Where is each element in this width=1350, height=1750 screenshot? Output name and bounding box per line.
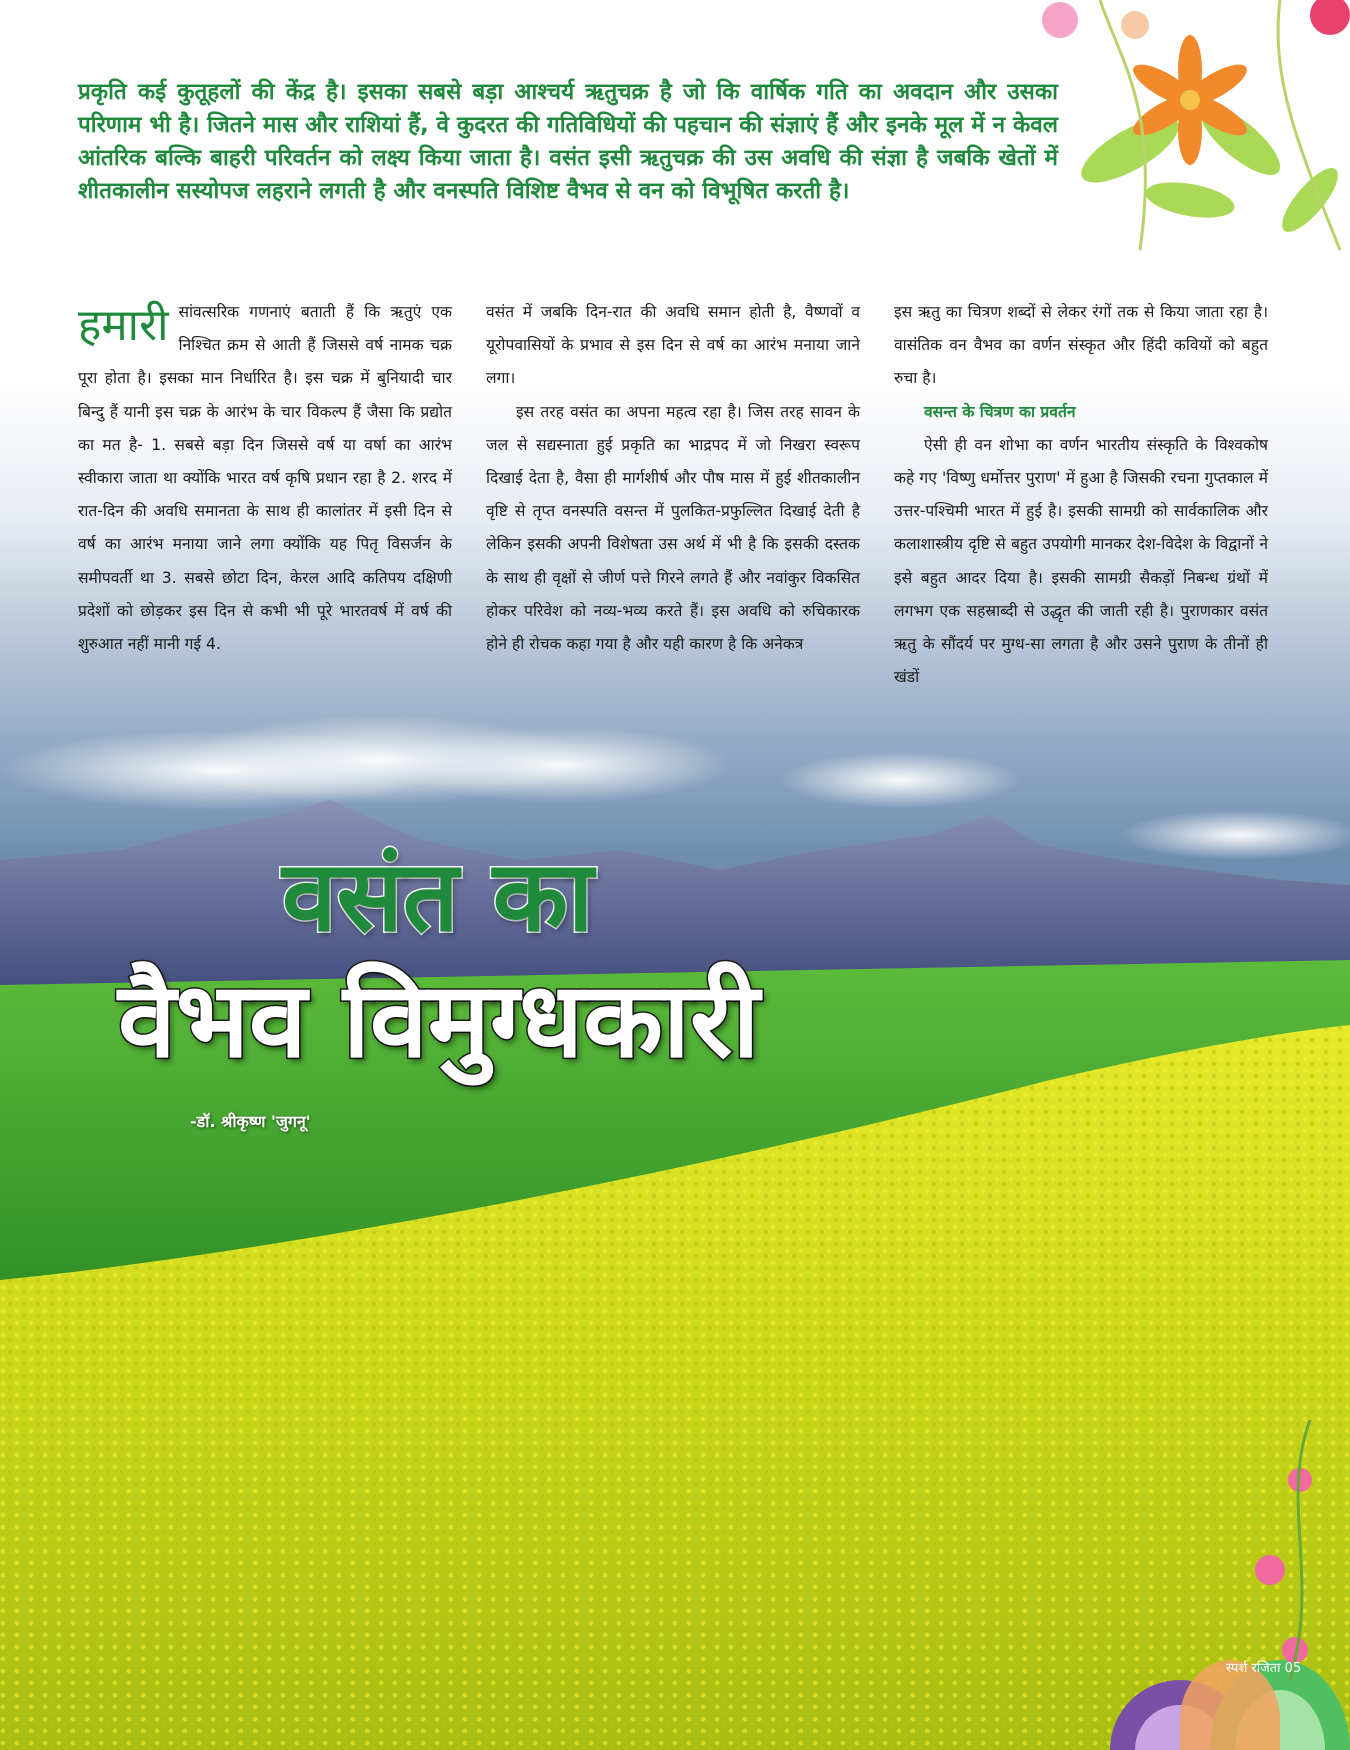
column-1-text: सांवत्सरिक गणनाएं बताती हैं कि ऋतुएं एक निश्चित क्रम से आती हैं जिससे वर्ष नामक चक्र पूरा होता है। इसका मान निर्धारित है। इस चक्र में बुनियादी चार बिन्दु हैं यानी इस चक्र के आरंभ के चार विकल्प हैं जैसा कि प्रद्योत का मत है- 1. सबसे बड़ा दिन जिससे वर्ष या वर्षा का आरंभ स्वीकारा जाता था क्योंकि भारत वर्ष कृषि प्रधान रहा है 2. शरद में रात-दिन की अवधि समानता के साथ ही कालांतर में इसी दिन से वर्ष का आरंभ मनाया जाने लगा क्योंकि यह पितृ विसर्जन के समीपवर्ती था 3. सबसे छोटा दिन, केरल आदि कतिपय दक्षिणी प्रदेशों को छोड़कर इस दिन से कभी भी पूरे भारतवर्ष में वर्ष की शुरुआत नहीं मानी गई 4. bbox=[78, 303, 452, 654]
column-3-paragraph-2: ऐसी ही वन शोभा का वर्णन भारतीय संस्कृति के विश्वकोष कहे गए 'विष्णु धर्मोत्तर पुराण' में हुआ है जिसकी रचना गुप्तकाल में उत्तर-पश्चिमी भारत में हुई है। इसकी सामग्री को सार्वकालिक और कलाशास्त्रीय दृष्टि से बहुत उपयोगी मानकर देश-विदेश के विद्वानों ने इसे बहुत आदर दिया है। इसकी सामग्री सैकड़ों निबन्ध ग्रंथों में लगभग एक सहस्राब्दी से उद्धृत की जाती रही है। पुराणकार वसंत ऋतु के सौंदर्य पर मुग्ध-सा लगता है और उसने पुराण के तीनों ही खंडों bbox=[894, 435, 1268, 687]
column-2-paragraph-1: वसंत में जबकि दिन-रात की अवधि समान होती है, वैष्णवों व यूरोपवासियों के प्रभाव से इस दिन से वर्ष का आरंभ मनाया जाने लगा। bbox=[486, 303, 860, 388]
column-3-paragraph-1: इस ऋतु का चित्रण शब्दों से लेकर रंगों तक से किया जाता रहा है। वासंतिक वन वैभव का वर्णन संस्कृत और हिंदी कवियों को बहुत रुचा है। bbox=[894, 303, 1268, 388]
rainbow-decoration-icon bbox=[1080, 1420, 1350, 1750]
author-byline: -डॉ. श्रीकृष्ण 'जुगनू' bbox=[190, 1112, 311, 1131]
dropcap-word: हमारी bbox=[78, 300, 169, 351]
section-subheading: वसन्त के चित्रण का प्रवर्तन bbox=[924, 402, 1076, 421]
flower-decoration-icon bbox=[1040, 0, 1350, 260]
page-number: स्पर्श रजिता 05 bbox=[1226, 1661, 1302, 1676]
article-title-line-2: वैभव विमुग्धकारी bbox=[118, 959, 760, 1081]
article-column-2 bbox=[486, 296, 860, 661]
article-title-line-1: वसंत का bbox=[282, 840, 594, 954]
article-column-1 bbox=[78, 296, 452, 661]
article-column-3 bbox=[894, 296, 1268, 694]
column-2-paragraph-2: इस तरह वसंत का अपना महत्व रहा है। जिस तरह सावन के जल से सद्यस्नाता हुई प्रकृति का भाद्रपद में जो निखरा स्वरूप दिखाई देता है, वैसा ही मार्गशीर्ष और पौष मास में हुई शीतकालीन वृष्टि से तृप्त वनस्पति वसन्त में पुलकित-प्रफुल्लित दिखाई देती है लेकिन इसकी अपनी विशेषता उस अर्थ में भी है कि इसकी दस्तक के साथ ही वृक्षों से जीर्ण पत्ते गिरने लगते हैं और नवांकुर विकसित होकर परिवेश को नव्य-भव्य करते हैं। इस अवधि को रुचिकारक होने ही रोचक कहा गया है और यही कारण है कि अनेकत्र bbox=[486, 402, 860, 654]
intro-paragraph: प्रकृति कई कुतूहलों की केंद्र है। इसका सबसे बड़ा आश्चर्य ऋतुचक्र है जो कि वार्षिक गति का अवदान और उसका परिणाम भी है। जितने मास और राशियां हैं, वे कुदरत की गतिविधियों की पहचान की संज्ञाएं हैं और इनके मूल में न केवल आंतरिक बल्कि बाहरी परिवर्तन को लक्ष्य किया जाता है। वसंत इसी ऋतुचक्र की उस अवधि की संज्ञा है जबकि खेतों में शीतकालीन सस्योपज लहराने लगती है और वनस्पति विशिष्ट वैभव से वन को विभूषित करती है। bbox=[78, 79, 1058, 204]
